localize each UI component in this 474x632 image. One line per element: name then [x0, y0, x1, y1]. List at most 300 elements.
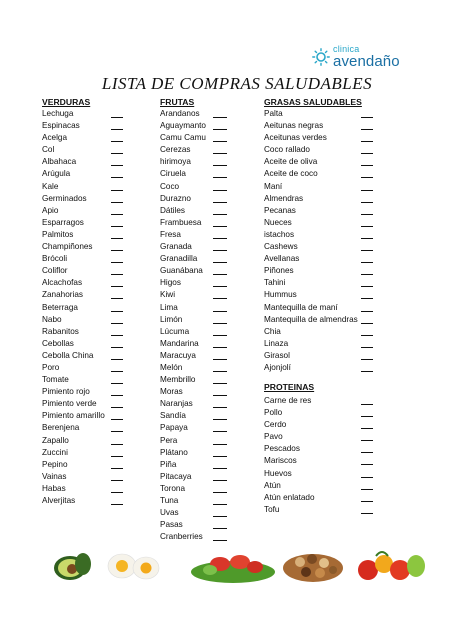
item-label: Aeitunas negras — [264, 121, 324, 131]
item-label: Piñones — [264, 266, 294, 276]
list-item — [160, 435, 232, 447]
item-label: Lúcuma — [160, 326, 190, 336]
checkbox-blank-line[interactable] — [213, 202, 227, 203]
checkbox-blank-line[interactable] — [111, 298, 123, 299]
logo-brand-text: avendaño — [333, 53, 400, 70]
item-label: Nueces — [264, 217, 292, 227]
item-label: Albahaca — [42, 157, 77, 167]
list-item — [42, 253, 130, 265]
checkbox-blank-line[interactable] — [361, 371, 373, 372]
list-item — [42, 350, 130, 362]
page-title: LISTA DE COMPRAS SALUDABLES — [101, 74, 373, 93]
list-item — [42, 217, 130, 229]
checkbox-blank-line[interactable] — [111, 395, 123, 396]
checkbox-blank-line[interactable] — [213, 419, 227, 420]
list-item — [160, 314, 232, 326]
list-item — [264, 407, 380, 419]
list-item — [264, 350, 380, 362]
checkbox-blank-line[interactable] — [111, 129, 123, 130]
checkbox-blank-line[interactable] — [213, 383, 227, 384]
item-label: Arúgula — [42, 169, 71, 179]
checkbox-blank-line[interactable] — [111, 238, 123, 239]
checkbox-blank-line[interactable] — [361, 440, 373, 441]
checkbox-blank-line[interactable] — [111, 335, 123, 336]
list-item — [264, 108, 380, 120]
item-label: Tuna — [160, 496, 179, 505]
checkbox-blank-line[interactable] — [213, 250, 227, 251]
checkbox-blank-line[interactable] — [213, 359, 227, 360]
item-label: Tofu — [264, 504, 280, 514]
item-label: Uvas — [160, 508, 179, 518]
item-label: Maní — [264, 181, 283, 191]
item-label: Germinados — [42, 193, 87, 203]
frutas-column — [160, 96, 232, 543]
list-item — [160, 483, 232, 495]
checkbox-blank-line[interactable] — [361, 501, 373, 502]
checkbox-blank-line[interactable] — [111, 407, 123, 408]
list-item — [42, 241, 130, 253]
item-label: Maracuya — [160, 350, 196, 360]
list-item — [160, 326, 232, 338]
grasas-column — [264, 96, 380, 374]
list-item — [42, 229, 130, 241]
list-item — [264, 443, 380, 455]
checkbox-blank-line[interactable] — [111, 504, 123, 505]
item-label: Pavo — [264, 432, 283, 442]
list-item — [160, 193, 232, 205]
checkbox-blank-line[interactable] — [213, 214, 227, 215]
checkbox-blank-line[interactable] — [213, 165, 227, 166]
list-item — [264, 132, 380, 144]
checkbox-blank-line[interactable] — [111, 262, 123, 263]
item-label: Coco rallado — [264, 145, 310, 155]
checkbox-blank-line[interactable] — [111, 286, 123, 287]
item-label: Pimiento amarillo — [42, 411, 105, 421]
list-item — [264, 217, 380, 229]
list-item — [160, 374, 232, 386]
item-label: Coco — [160, 181, 180, 191]
verduras-column — [42, 96, 130, 507]
checkbox-blank-line[interactable] — [213, 286, 227, 287]
list-item — [160, 241, 232, 253]
checkbox-blank-line[interactable] — [361, 323, 373, 324]
item-label: Pera — [160, 435, 178, 445]
checkbox-blank-line[interactable] — [213, 129, 227, 130]
checkbox-blank-line[interactable] — [361, 129, 373, 130]
checkbox-blank-line[interactable] — [213, 238, 227, 239]
checkbox-blank-line[interactable] — [361, 359, 373, 360]
item-label: Frambuesa — [160, 217, 202, 227]
list-item — [160, 447, 232, 459]
checkbox-blank-line[interactable] — [111, 444, 123, 445]
item-label: Palta — [264, 109, 283, 118]
checkbox-blank-line[interactable] — [111, 214, 123, 215]
item-label: Col — [42, 145, 55, 155]
item-label: Membrillo — [160, 375, 196, 385]
checkbox-blank-line[interactable] — [111, 165, 123, 166]
list-item — [42, 447, 130, 459]
list-item — [160, 205, 232, 217]
list-item — [264, 289, 380, 301]
list-item — [42, 168, 130, 180]
checkbox-blank-line[interactable] — [111, 274, 123, 275]
list-item — [264, 338, 380, 350]
checkbox-blank-line[interactable] — [111, 419, 123, 420]
checkbox-blank-line[interactable] — [213, 311, 227, 312]
item-label: Mantequilla de maní — [264, 302, 338, 312]
list-item — [160, 181, 232, 193]
list-item — [160, 507, 232, 519]
item-label: Zuccini — [42, 447, 68, 457]
checkbox-blank-line[interactable] — [213, 153, 227, 154]
checkbox-blank-line[interactable] — [111, 359, 123, 360]
list-item — [160, 144, 232, 156]
checkbox-blank-line[interactable] — [361, 464, 373, 465]
checkbox-blank-line[interactable] — [111, 117, 123, 118]
item-label: Pimiento rojo — [42, 387, 90, 397]
list-item — [42, 265, 130, 277]
checkbox-blank-line[interactable] — [361, 298, 373, 299]
list-item — [42, 132, 130, 144]
checkbox-blank-line[interactable] — [361, 347, 373, 348]
item-label: Pitacaya — [160, 471, 192, 481]
list-item — [264, 395, 380, 407]
list-item — [264, 205, 380, 217]
list-item — [42, 410, 130, 422]
item-label: Higos — [160, 278, 181, 288]
checkbox-blank-line[interactable] — [111, 468, 123, 469]
item-label: Avellanas — [264, 254, 300, 264]
frutas-header: FRUTAS — [160, 97, 195, 107]
salad-image — [191, 555, 275, 583]
list-item — [264, 277, 380, 289]
list-item — [160, 217, 232, 229]
list-item — [264, 455, 380, 467]
checkbox-blank-line[interactable] — [361, 335, 373, 336]
item-label: Cashews — [264, 242, 298, 252]
proteinas-list — [264, 395, 380, 516]
checkbox-blank-line[interactable] — [213, 516, 227, 517]
list-item — [160, 410, 232, 422]
list-item — [264, 265, 380, 277]
list-item — [160, 132, 232, 144]
checkbox-blank-line[interactable] — [213, 444, 227, 445]
item-label: Pasas — [160, 520, 183, 530]
list-item — [264, 120, 380, 132]
item-label: Papaya — [160, 423, 188, 433]
checkbox-blank-line[interactable] — [361, 214, 373, 215]
item-label: istachos — [264, 229, 295, 239]
item-label: Ciruela — [160, 169, 186, 179]
grasas-list — [264, 108, 380, 374]
list-item — [264, 302, 380, 314]
item-label: Alcachofas — [42, 278, 83, 288]
item-label: Camu Camu — [160, 133, 206, 143]
checkbox-blank-line[interactable] — [213, 226, 227, 227]
checkbox-blank-line[interactable] — [213, 431, 227, 432]
item-label: Sandía — [160, 411, 186, 421]
item-label: Cerdo — [264, 420, 287, 430]
list-item — [42, 435, 130, 447]
item-label: Coliflor — [42, 266, 68, 276]
list-item — [42, 374, 130, 386]
list-item — [42, 483, 130, 495]
checkbox-blank-line[interactable] — [213, 492, 227, 493]
item-label: Almendras — [264, 193, 304, 203]
item-label: Dátiles — [160, 205, 186, 215]
list-item — [264, 168, 380, 180]
checkbox-blank-line[interactable] — [361, 452, 373, 453]
checkbox-blank-line[interactable] — [361, 190, 373, 191]
sun-logo-icon — [312, 48, 330, 66]
fruits-vegetables-image — [358, 552, 425, 580]
item-label: Apio — [42, 205, 59, 215]
list-item — [42, 181, 130, 193]
list-item — [160, 156, 232, 168]
item-label: Melón — [160, 362, 183, 372]
item-label: Cebollas — [42, 338, 74, 348]
checkbox-blank-line[interactable] — [361, 489, 373, 490]
item-label: Acelga — [42, 133, 68, 143]
list-item — [160, 422, 232, 434]
item-label: Durazno — [160, 193, 191, 203]
item-label: hirimoya — [160, 157, 191, 167]
list-item — [42, 398, 130, 410]
list-item — [264, 431, 380, 443]
item-label: Rabanitos — [42, 326, 79, 336]
list-item — [160, 253, 232, 265]
item-label: Espinacas — [42, 121, 80, 131]
list-item — [42, 193, 130, 205]
checkbox-blank-line[interactable] — [361, 513, 373, 514]
checkbox-blank-line[interactable] — [111, 177, 123, 178]
item-label: Mandarina — [160, 338, 199, 348]
list-item — [264, 193, 380, 205]
list-item — [264, 480, 380, 492]
proteinas-header: PROTEINAS — [264, 382, 315, 392]
checkbox-blank-line[interactable] — [213, 298, 227, 299]
list-item — [42, 495, 130, 507]
item-label: Palmitos — [42, 229, 74, 239]
checkbox-blank-line[interactable] — [111, 323, 123, 324]
item-label: Esparragos — [42, 217, 84, 227]
checkbox-blank-line[interactable] — [361, 311, 373, 312]
list-item — [264, 504, 380, 516]
item-label: Beterraga — [42, 302, 78, 312]
checkbox-blank-line[interactable] — [111, 226, 123, 227]
checkbox-blank-line[interactable] — [361, 117, 373, 118]
item-label: Girasol — [264, 350, 290, 360]
grasas-header: GRASAS SALUDABLES — [264, 97, 362, 107]
list-item — [42, 362, 130, 374]
verduras-list — [42, 108, 130, 507]
checkbox-blank-line[interactable] — [361, 250, 373, 251]
list-item — [160, 265, 232, 277]
list-item — [42, 302, 130, 314]
list-item — [160, 277, 232, 289]
list-item — [42, 205, 130, 217]
checkbox-blank-line[interactable] — [361, 477, 373, 478]
list-item — [160, 398, 232, 410]
item-label: Lima — [160, 302, 178, 312]
checkbox-blank-line[interactable] — [111, 311, 123, 312]
checkbox-blank-line[interactable] — [361, 165, 373, 166]
checkbox-blank-line[interactable] — [111, 456, 123, 457]
checkbox-blank-line[interactable] — [361, 177, 373, 178]
list-item — [160, 459, 232, 471]
list-item — [160, 386, 232, 398]
item-label: Brócoli — [42, 254, 68, 264]
list-item — [160, 350, 232, 362]
checkbox-blank-line[interactable] — [361, 141, 373, 142]
item-label: Arandanos — [160, 109, 200, 118]
list-item — [264, 229, 380, 241]
item-label: Guanábana — [160, 266, 203, 276]
checkbox-blank-line[interactable] — [361, 262, 373, 263]
item-label: Vainas — [42, 471, 67, 481]
checkbox-blank-line[interactable] — [213, 323, 227, 324]
logo-small-text: clinica — [333, 44, 360, 54]
checkbox-blank-line[interactable] — [361, 416, 373, 417]
checkbox-blank-line[interactable] — [213, 468, 227, 469]
checkbox-blank-line[interactable] — [111, 431, 123, 432]
item-label: Aceitunas verdes — [264, 133, 327, 143]
item-label: Aguaymanto — [160, 121, 206, 131]
list-item — [160, 495, 232, 507]
list-item — [264, 314, 380, 326]
item-label: Fresa — [160, 229, 181, 239]
checkbox-blank-line[interactable] — [361, 202, 373, 203]
item-label: Cebolla China — [42, 350, 94, 360]
checkbox-blank-line[interactable] — [213, 504, 227, 505]
item-label: Aceite de coco — [264, 169, 318, 179]
list-item — [42, 314, 130, 326]
list-item — [42, 289, 130, 301]
list-item — [42, 144, 130, 156]
checkbox-blank-line[interactable] — [213, 274, 227, 275]
item-label: Huevos — [264, 468, 292, 478]
checkbox-blank-line[interactable] — [213, 141, 227, 142]
item-label: Granadilla — [160, 254, 198, 264]
list-item — [160, 362, 232, 374]
list-item — [42, 108, 130, 120]
list-item — [160, 519, 232, 531]
item-label: Poro — [42, 362, 60, 372]
list-item — [160, 229, 232, 241]
list-item — [160, 471, 232, 483]
checkbox-blank-line[interactable] — [213, 347, 227, 348]
list-item — [264, 156, 380, 168]
checkbox-blank-line[interactable] — [111, 202, 123, 203]
checkbox-blank-line[interactable] — [213, 407, 227, 408]
item-label: Hummus — [264, 290, 297, 300]
list-item — [264, 492, 380, 504]
list-item — [160, 108, 232, 120]
list-item — [42, 471, 130, 483]
checkbox-blank-line[interactable] — [361, 153, 373, 154]
checkbox-blank-line[interactable] — [111, 383, 123, 384]
item-label: Piña — [160, 459, 177, 469]
list-item — [160, 168, 232, 180]
checkbox-blank-line[interactable] — [213, 371, 227, 372]
checkbox-blank-line[interactable] — [213, 528, 227, 529]
list-item — [42, 459, 130, 471]
item-label: Mariscos — [264, 456, 297, 466]
checkbox-blank-line[interactable] — [111, 347, 123, 348]
boiled-eggs-image — [108, 554, 159, 579]
item-label: Aceite de oliva — [264, 157, 318, 167]
item-label: Kale — [42, 181, 59, 191]
checkbox-blank-line[interactable] — [361, 226, 373, 227]
item-label: Zapallo — [42, 435, 69, 445]
checkbox-blank-line[interactable] — [111, 492, 123, 493]
list-item — [42, 422, 130, 434]
checkbox-blank-line[interactable] — [213, 117, 227, 118]
checkbox-blank-line[interactable] — [111, 480, 123, 481]
list-item — [264, 144, 380, 156]
item-label: Carne de res — [264, 396, 312, 405]
avocado-image — [54, 553, 91, 580]
checkbox-blank-line[interactable] — [361, 286, 373, 287]
item-label: Tomate — [42, 375, 69, 385]
list-item — [160, 302, 232, 314]
checkbox-blank-line[interactable] — [213, 262, 227, 263]
checkbox-blank-line[interactable] — [213, 335, 227, 336]
checkbox-blank-line[interactable] — [213, 456, 227, 457]
item-label: Habas — [42, 483, 66, 493]
item-label: Chia — [264, 326, 281, 336]
checkbox-blank-line[interactable] — [213, 190, 227, 191]
item-label: Cerezas — [160, 145, 191, 155]
checkbox-blank-line[interactable] — [111, 141, 123, 142]
checkbox-blank-line[interactable] — [361, 404, 373, 405]
clinica-avendano-logo — [312, 44, 422, 74]
checkbox-blank-line[interactable] — [213, 177, 227, 178]
list-item — [42, 277, 130, 289]
item-label: Nabo — [42, 314, 62, 324]
item-label: Mantequilla de almendras — [264, 314, 358, 324]
item-label: Ajonjolí — [264, 362, 291, 372]
item-label: Atún enlatado — [264, 492, 315, 502]
item-label: Plátano — [160, 447, 188, 457]
list-item — [42, 120, 130, 132]
item-label: Cranberries — [160, 532, 203, 542]
proteinas-column — [264, 395, 380, 516]
checkbox-blank-line[interactable] — [361, 428, 373, 429]
list-item — [264, 181, 380, 193]
checkbox-blank-line[interactable] — [111, 190, 123, 191]
checkbox-blank-line[interactable] — [361, 238, 373, 239]
list-item — [264, 362, 380, 374]
item-label: Torona — [160, 483, 186, 493]
list-item — [42, 338, 130, 350]
list-item — [160, 338, 232, 350]
checkbox-blank-line[interactable] — [111, 371, 123, 372]
checkbox-blank-line[interactable] — [361, 274, 373, 275]
checkbox-blank-line[interactable] — [213, 480, 227, 481]
checkbox-blank-line[interactable] — [111, 153, 123, 154]
verduras-header: VERDURAS — [42, 97, 91, 107]
item-label: Linaza — [264, 338, 289, 348]
list-item — [264, 253, 380, 265]
checkbox-blank-line[interactable] — [213, 395, 227, 396]
item-label: Zanahorias — [42, 290, 83, 300]
frutas-list — [160, 108, 232, 543]
list-item — [160, 289, 232, 301]
item-label: Pimiento verde — [42, 399, 97, 409]
list-item — [264, 419, 380, 431]
checkbox-blank-line[interactable] — [111, 250, 123, 251]
